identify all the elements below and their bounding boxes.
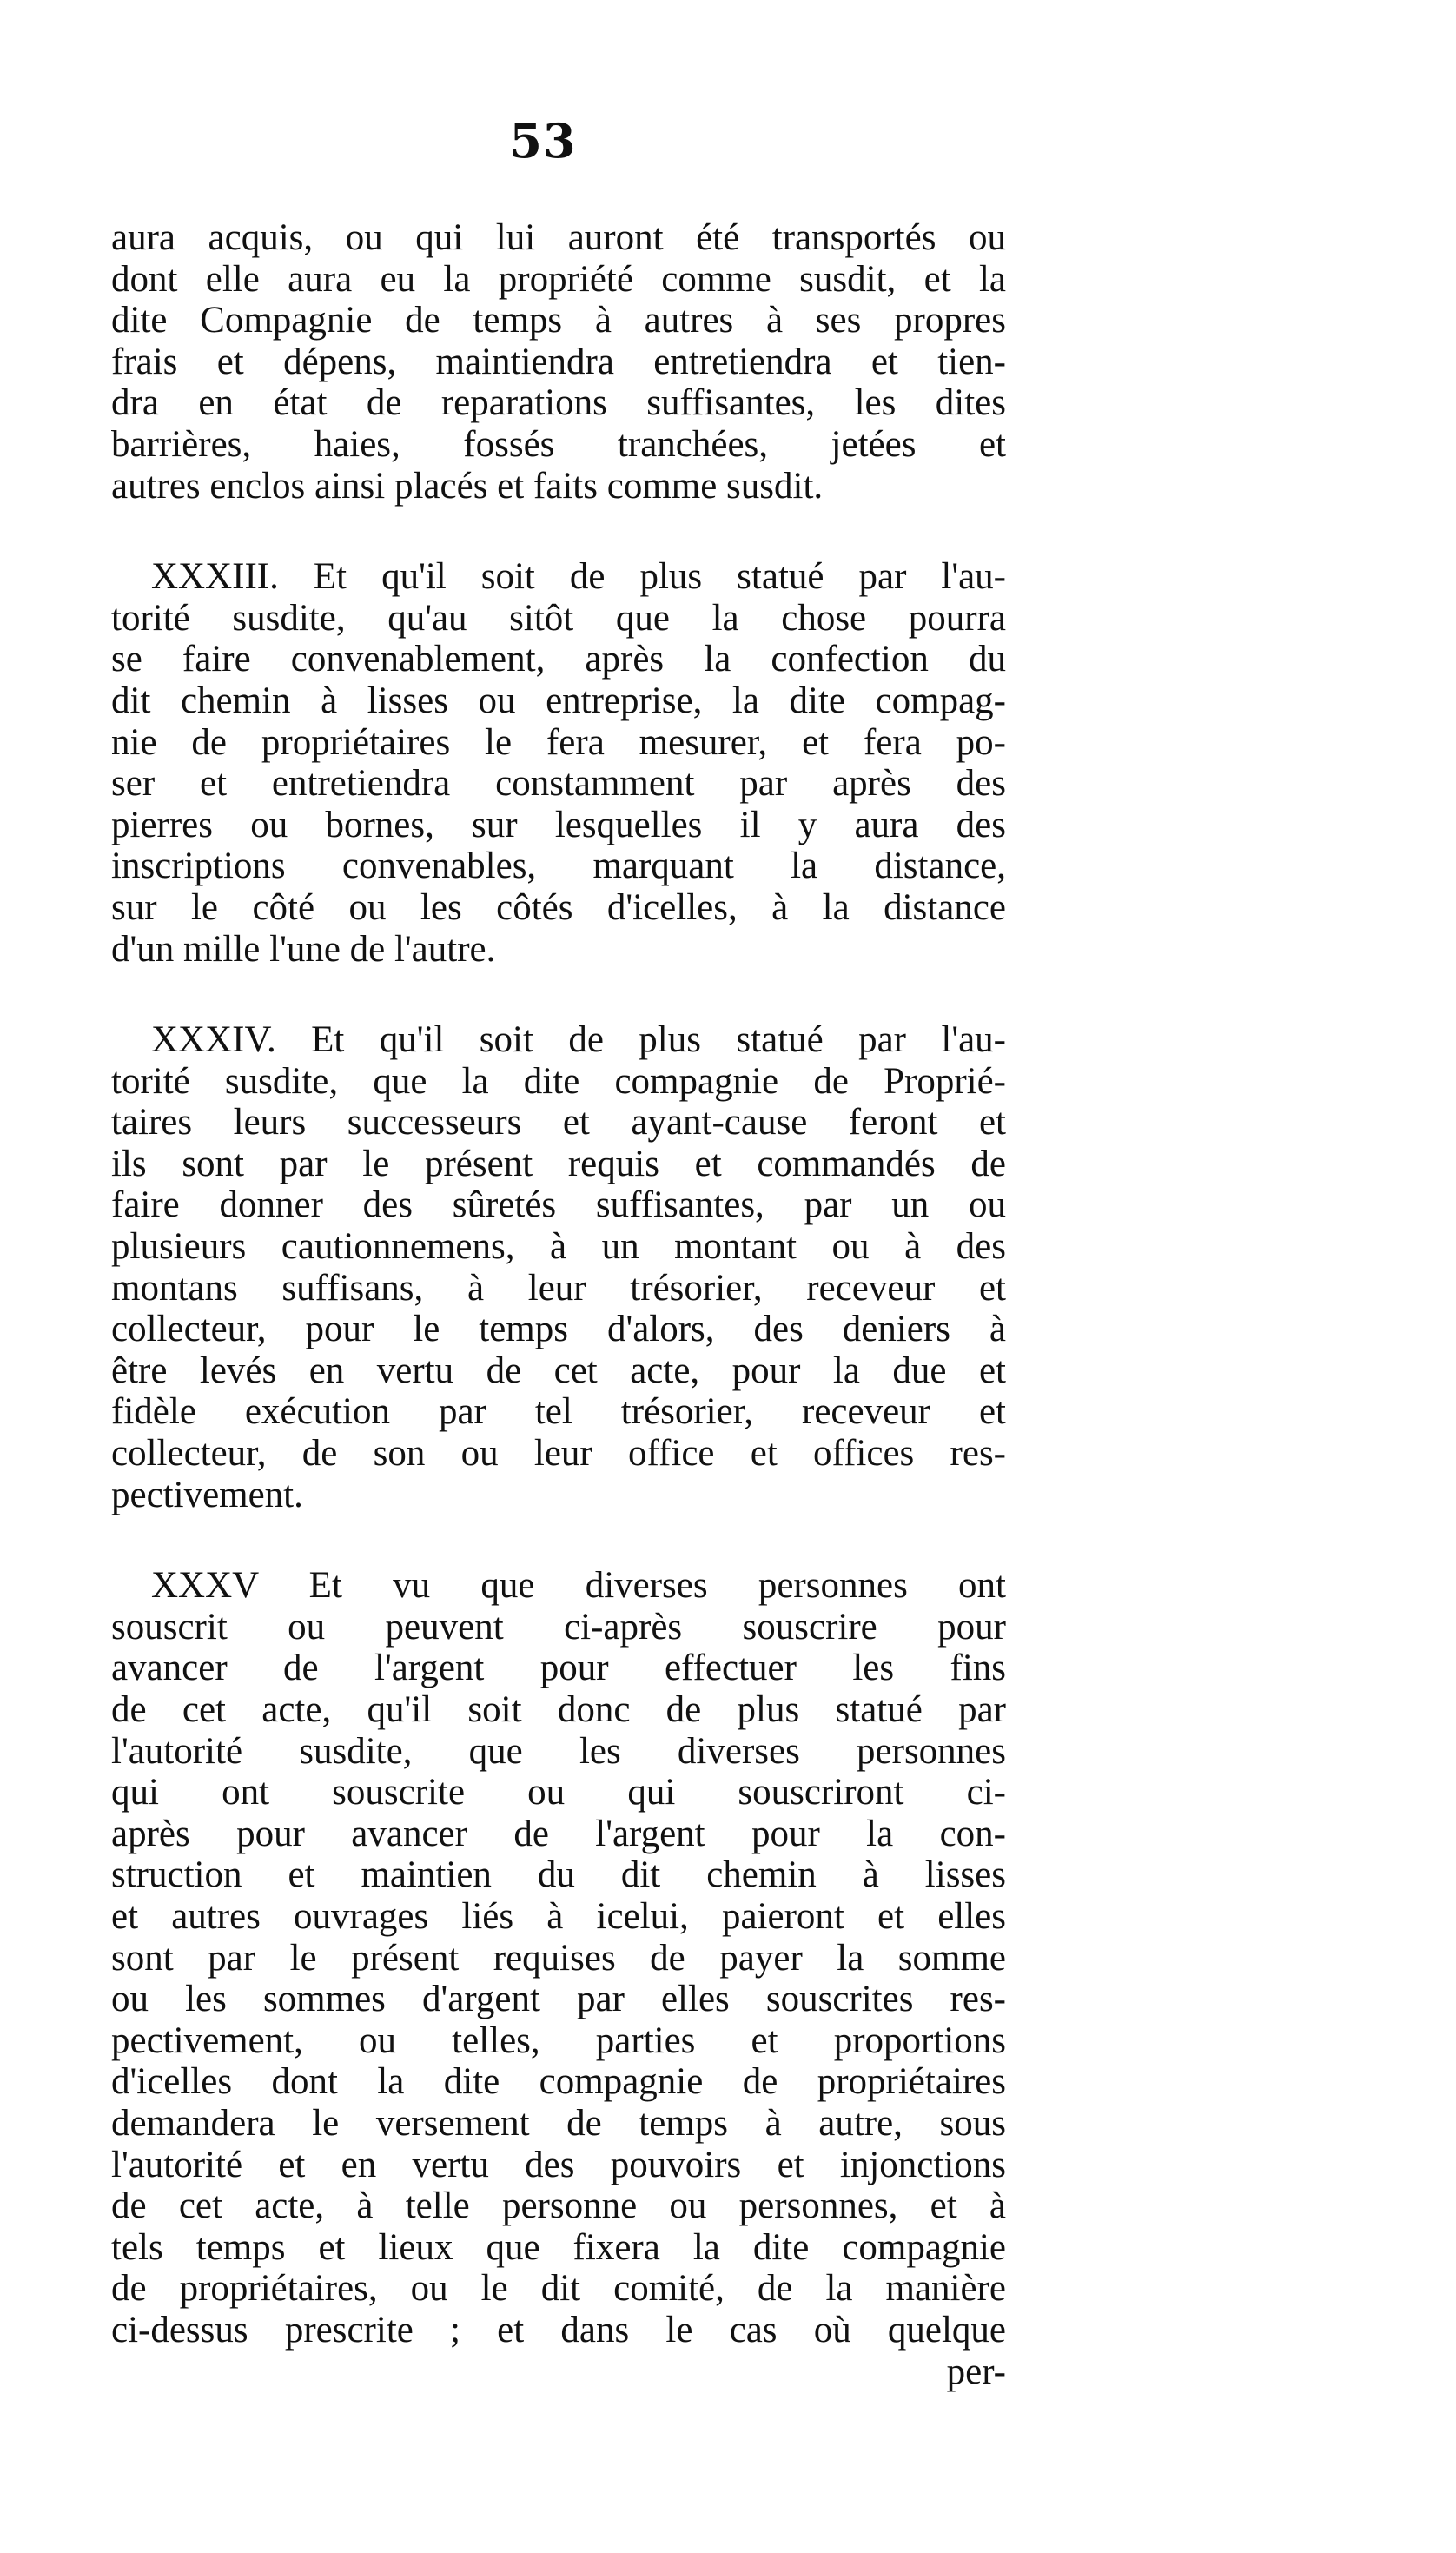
text-line: aura acquis, ou qui lui auront été transportés ou [111,217,1006,258]
paragraph-gap [111,970,1006,1019]
section-heading-line: XXXIV. Et qu'il soit de plus statué par l'au- [151,1019,1006,1061]
text-line: pectivement. [111,1474,303,1515]
section-heading-line: XXXIII. Et qu'il soit de plus statué par l'au- [151,556,1006,598]
text-line: sont par le présent requises de payer la somme [111,1937,1006,1979]
text-line: de cet acte, à telle personne ou personnes, et à [111,2185,1006,2227]
text-line: demandera le versement de temps à autre, sous [111,2102,1006,2144]
text-line: l'autorité et en vertu des pouvoirs et injonctions [111,2144,1006,2185]
text-line: ser et entretiendra constamment par après des [111,763,1006,805]
section-heading-line: XXXV Et vu que diverses personnes ont [151,1565,1006,1607]
paragraph-section-xxxv [111,1565,1006,2392]
text-line: dra en état de reparations suffisantes, les dites [111,382,1006,424]
paragraph-gap [111,507,1006,556]
text-line: de propriétaires, ou le dit comité, de la manière [111,2268,1006,2310]
text-line: struction et maintien du dit chemin à lisses [111,1854,1006,1896]
text-line: de cet acte, qu'il soit donc de plus statué par [111,1689,1006,1730]
text-line: nie de propriétaires le fera mesurer, et fera po- [111,721,1006,763]
text-line: collecteur, pour le temps d'alors, des deniers à [111,1309,1006,1350]
text-line: collecteur, de son ou leur office et offices res- [111,1433,1006,1475]
text-line: qui ont souscrite ou qui souscriront ci- [111,1772,1006,1814]
text-line: ils sont par le présent requis et commandés de [111,1143,1006,1184]
text-line: après pour avancer de l'argent pour la con- [111,1813,1006,1854]
text-line: dite Compagnie de temps à autres à ses propres [111,300,1006,342]
page-number: 53 [509,113,577,169]
paragraph-1-continuation [111,217,1006,507]
text-line: pierres ou bornes, sur lesquelles il y aura des [111,804,1006,845]
text-line: barrières, haies, fossés tranchées, jetées et [111,423,1006,465]
text-line: tels temps et lieux que fixera la dite compagnie [111,2226,1006,2268]
text-line: souscrit ou peuvent ci-après souscrire pour [111,1606,1006,1648]
text-line: faire donner des sûretés suffisantes, par un ou [111,1184,1006,1226]
text-line: dont elle aura eu la propriété comme susdit, et la [111,258,1006,300]
text-line: montans suffisans, à leur trésorier, receveur et [111,1267,1006,1309]
text-line: l'autorité susdite, que les diverses personnes [111,1730,1006,1772]
text-line: pectivement, ou telles, parties et proportions [111,2019,1006,2061]
text-line: torité susdite, qu'au sitôt que la chose pourra [111,597,1006,639]
text-line: ou les sommes d'argent par elles souscrites res- [111,1979,1006,2020]
text-line: dit chemin à lisses ou entreprise, la dite compag- [111,680,1006,721]
text-line: sur le côté ou les côtés d'icelles, à la distance [111,886,1006,928]
body-text [111,217,1006,2392]
text-line: inscriptions convenables, marquant la distance, [111,845,1006,887]
text-line: d'icelles dont la dite compagnie de propriétaires [111,2061,1006,2103]
paragraph-gap [111,1515,1006,1565]
catchword: per- [946,2351,1006,2392]
text-line: avancer de l'argent pour effectuer les fins [111,1648,1006,1689]
text-line: et autres ouvrages liés à icelui, paieront et elles [111,1895,1006,1937]
text-line: fidèle exécution par tel trésorier, receveur et [111,1391,1006,1433]
text-line: taires leurs successeurs et ayant-cause feront et [111,1102,1006,1144]
paragraph-section-xxxiv [111,1019,1006,1515]
text-line: frais et dépens, maintiendra entretiendra et tien- [111,341,1006,382]
text-line: ci-dessus prescrite ; et dans le cas où quelque [111,2309,1006,2351]
paragraph-section-xxxiii [111,556,1006,970]
text-line: torité susdite, que la dite compagnie de Proprié- [111,1060,1006,1102]
text-line: être levés en vertu de cet acte, pour la due et [111,1349,1006,1391]
text-line: se faire convenablement, après la confection du [111,639,1006,680]
text-line: d'un mille l'une de l'autre. [111,928,496,970]
text-line: autres enclos ainsi placés et faits comme susdit. [111,465,824,507]
text-line: plusieurs cautionnemens, à un montant ou à des [111,1226,1006,1268]
